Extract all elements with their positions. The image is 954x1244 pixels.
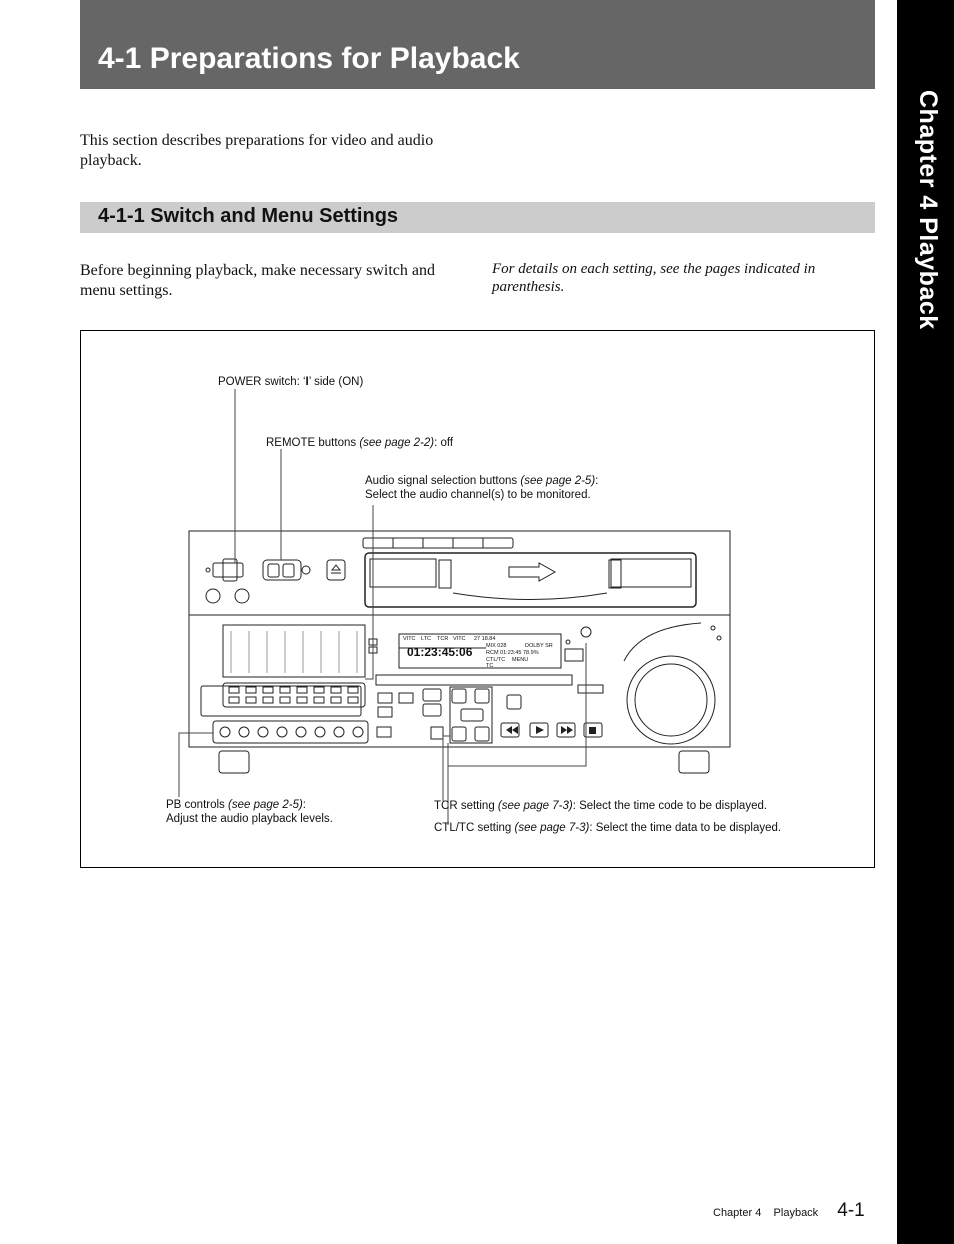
chapter-side-tab-label: Chapter 4 Playback [914,90,942,330]
display-tag-4: VITC [453,636,466,642]
display-tag-2: LTC [421,636,431,642]
jog-shuttle-dial [627,656,715,744]
display-line-2: MIX 028 [486,643,507,649]
display-menu: MENU [512,657,529,663]
display-tc: TC [486,663,494,669]
cassette-slot [365,553,696,607]
display-tab: CTL/TC [486,657,506,663]
ctl-callout: CTL/TC setting (see page 7-3): Select the time data to be displayed. [434,822,782,834]
section-body: Before beginning playback, make necessary switch and menu settings. [80,262,435,299]
display-line-1: 27 18.84 [474,636,496,642]
section-note: For details on each setting, see the pages indicated in parenthesis. [492,261,816,295]
device-figure [80,330,875,868]
pb-leader [179,733,213,797]
eject-direction-arrow [509,563,555,581]
tcr-leader [443,736,450,801]
tcr-callout: TCR setting (see page 7-3): Select the time code to be displayed. [434,800,768,812]
vtr-front-panel-illustration [81,331,876,869]
page-title: 4-1 Preparations for Playback [98,42,520,75]
intro-paragraph: This section describes preparations for video and audio playback. [80,132,434,169]
pb-callout: PB controls (see page 2-5): Adjust the audio playback levels. [166,799,333,825]
page-footer [713,1200,865,1222]
section-title: 4-1-1 Switch and Menu Settings [98,205,399,227]
display-tag-1: VITC [403,636,416,642]
display-line-3: RCM 01:23:45 78.9% [486,650,539,656]
audio-level-meters [223,625,365,677]
pb-controls [213,721,368,743]
upper-panel [189,531,730,615]
display-badge: DOLBY SR [525,643,553,649]
tcr-ctl-buttons [450,687,492,743]
display-tag-3: TCR [437,636,449,642]
audio-callout: Audio signal selection buttons (see page 2-5): Select the audio channel(s) to be monitored. [365,475,599,501]
footer-section: Playback [773,1207,819,1219]
audio-signal-selection-buttons [223,683,365,707]
page-number: 4-1 [837,1200,865,1221]
power-callout: POWER switch: ‘I’ side (ON) [218,376,364,388]
power-switch [213,563,243,577]
ctl-leader [448,643,586,825]
footer-chapter: Chapter 4 [713,1207,762,1219]
display-timecode: 01:23:45:06 [407,645,473,659]
remote-callout: REMOTE buttons (see page 2-2): off [266,437,454,449]
